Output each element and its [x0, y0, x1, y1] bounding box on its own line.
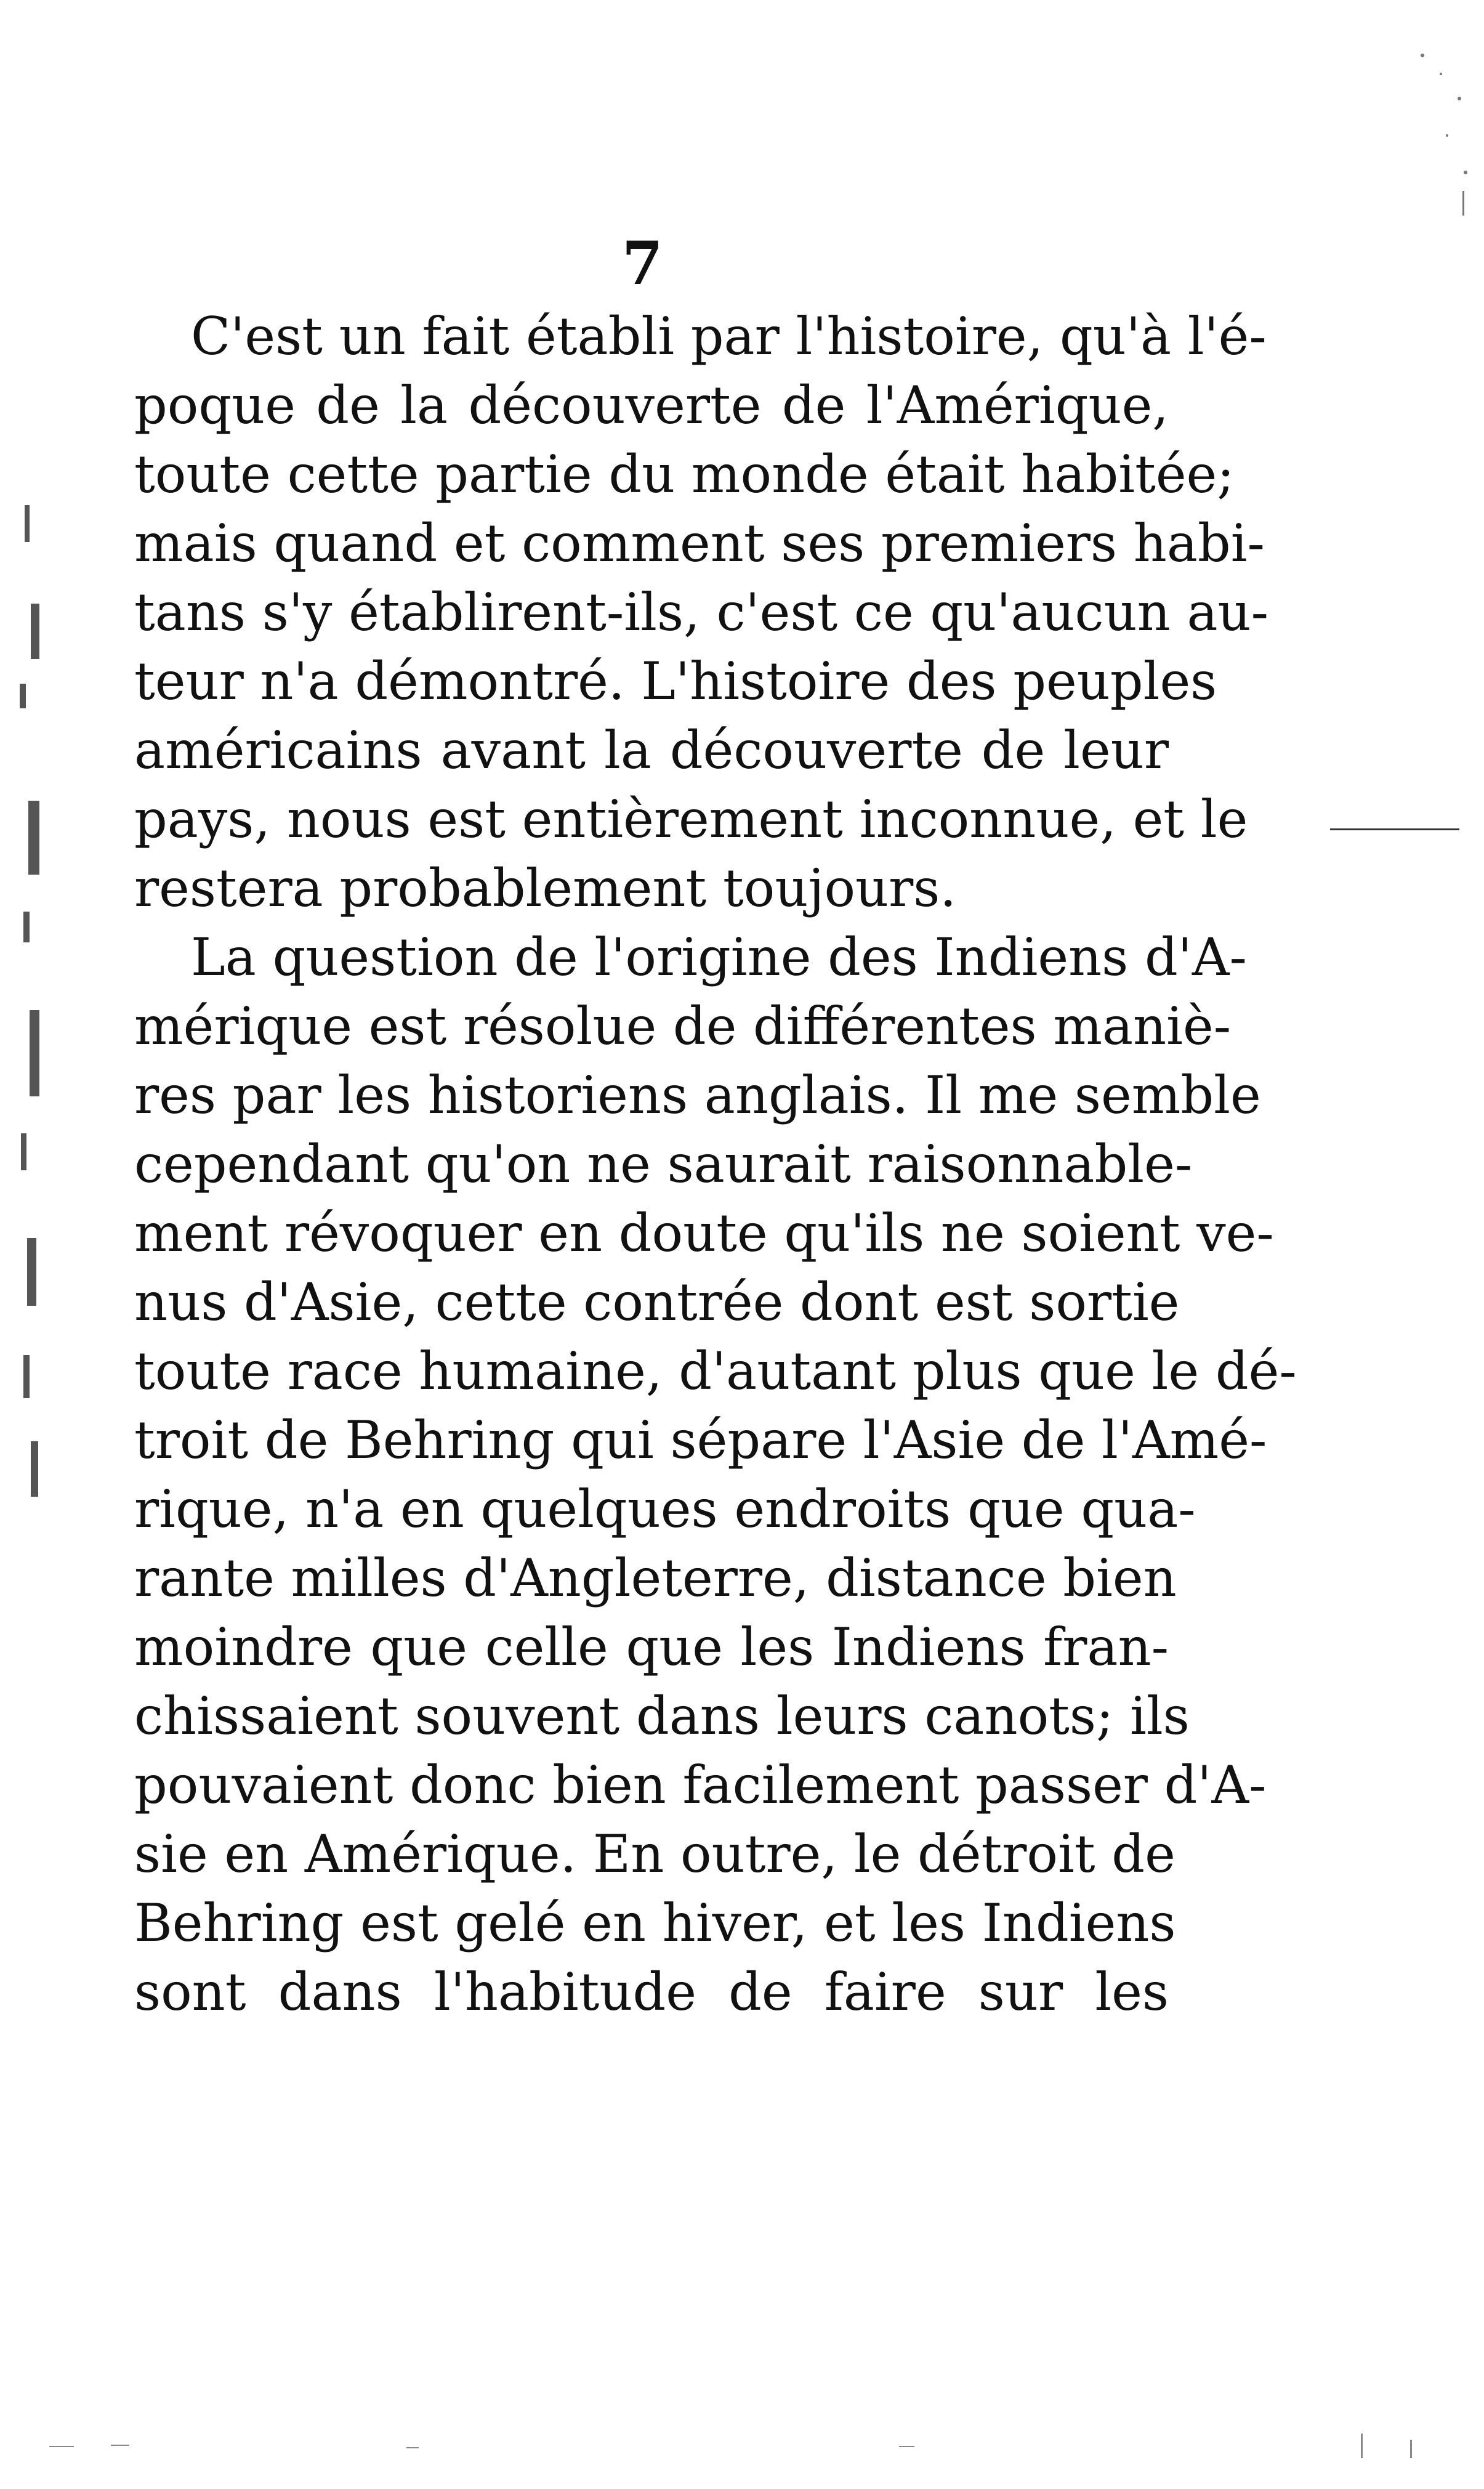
scan-bottom-noise [37, 2427, 1453, 2464]
text-line: res par les historiens anglais. Il me semble [134, 1065, 1261, 1125]
scan-stray-line [1330, 828, 1459, 830]
text-line: La question de l'origine des Indiens d'A- [191, 927, 1247, 987]
text-line: toute cette partie du monde était habitée; [134, 444, 1235, 504]
paragraph-1 [134, 302, 1269, 923]
text-line: teur n'a démontré. L'histoire des peuples [134, 651, 1217, 711]
paragraph-2 [134, 923, 1297, 2026]
scan-margin-noise [12, 480, 55, 1589]
text-line: Behring est gelé en hiver, et les Indiens [134, 1893, 1176, 1953]
text-line: sont dans l'habitude de faire sur les [134, 1962, 1169, 2022]
text-line: mais quand et comment ses premiers habi- [134, 513, 1265, 573]
page-number: 7 [622, 229, 663, 298]
text-line: tans s'y établirent-ils, c'est ce qu'aucun au- [134, 582, 1269, 642]
text-line: toute race humaine, d'autant plus que le dé- [134, 1341, 1297, 1401]
body-text [134, 302, 1297, 2026]
text-line: pays, nous est entièrement inconnue, et le [134, 789, 1248, 849]
text-line: rante milles d'Angleterre, distance bien [134, 1548, 1177, 1608]
text-line: C'est un fait établi par l'histoire, qu'à l'é- [191, 306, 1267, 366]
text-line: sie en Amérique. En outre, le détroit de [134, 1824, 1176, 1884]
scan-corner-noise [1404, 37, 1478, 222]
text-line: troit de Behring qui sépare l'Asie de l'Amé- [134, 1410, 1267, 1470]
text-line: cependant qu'on ne saurait raisonnable- [134, 1134, 1193, 1194]
text-line: pouvaient donc bien facilement passer d'A- [134, 1755, 1267, 1815]
text-line: mérique est résolue de différentes maniè- [134, 996, 1232, 1056]
text-line: rique, n'a en quelques endroits que qua- [134, 1479, 1196, 1539]
text-line: nus d'Asie, cette contrée dont est sortie [134, 1272, 1180, 1332]
text-line: américains avant la découverte de leur [134, 720, 1169, 780]
text-line: ment révoquer en doute qu'ils ne soient ve- [134, 1203, 1274, 1263]
text-line: restera probablement toujours. [134, 858, 957, 918]
text-line: chissaient souvent dans leurs canots; ils [134, 1686, 1190, 1746]
text-line: moindre que celle que les Indiens fran- [134, 1617, 1169, 1677]
text-line: poque de la découverte de l'Amérique, [134, 375, 1169, 435]
